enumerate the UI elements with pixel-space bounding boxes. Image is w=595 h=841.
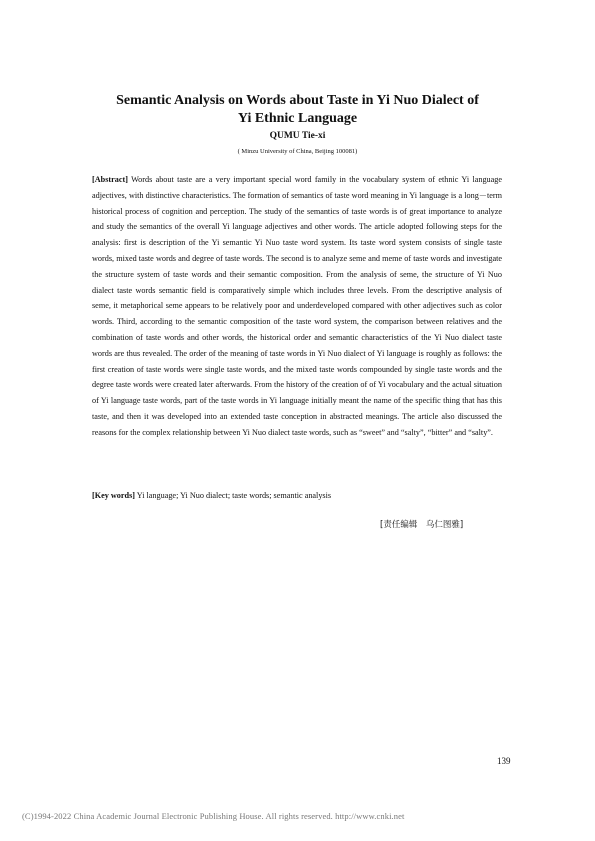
- keywords-label: [Key words]: [92, 491, 135, 500]
- paper-title-line-2: Yi Ethnic Language: [237, 111, 358, 126]
- keywords-text: Yi language; Yi Nuo dialect; taste words; semantic analysis: [136, 491, 332, 500]
- author-name: QUMU Tie-xi: [269, 131, 326, 141]
- copyright-footer: (C)1994-2022 China Academic Journal Electronic Publishing House. All rights reserved. http://www.cnki.net: [22, 811, 405, 821]
- author-affiliation: ( Minzu University of China, Beijing 100081): [237, 148, 358, 155]
- abstract-paragraph: [92, 172, 502, 441]
- editor-note: [责任编辑 乌仁图雅]: [380, 520, 464, 530]
- abstract-label: [Abstract]: [92, 175, 128, 184]
- paper-title-line-1: Semantic Analysis on Words about Taste in Yi Nuo Dialect of: [116, 93, 479, 108]
- abstract-text: Words about taste are a very important special word family in the vocabulary system of ethnic Yi language adjectives, with distinctive characteristics. The formation of semantics of taste word meaning in Yi language is a long－term historical process of cognition and perception. The study of the semantics of taste words is of great importance to analyze and study the semantics of the overall Yi language adjectives and other words. The article adopted following steps for the analysis: first is description of the Yi semantic Yi Nuo taste word system. Its taste word system consists of single taste words, mixed taste words and degree of taste words. The second is to analyze seme and meme of taste words and investigate the structure system of taste words and their semantic composition. From the analysis of seme, the structure of Yi Nuo dialect taste words semantic field is comparatively simple which includes three levels. From the descriptive analysis of seme, it metaphorical seme appears to be relatively poor and underdeveloped compared with other adjectives such as color words. Third, according to the semantic composition of the taste word system, the comparison between relatives and the combination of taste words and other words, the historical order and semantic characteristics of the Yi Nuo dialect taste words are thus revealed. The order of the meaning of taste words in Yi Nuo dialect of Yi language is roughly as follows: the first creation of taste words were single taste words, and the mixed taste words compounded by single taste words and the degree taste words were created later afterwards. From the history of the creation of of Yi vocabulary and the actual situation of Yi language taste words, part of the taste words in Yi language initially meant the name of the specific thing that has this taste, and then it was developed into an extended taste conception in abstracted meanings. The article also discussed the reasons for the complex relationship between Yi Nuo dialect taste words, such as “sweet” and “salty”, “bitter” and “salty”.: [92, 175, 502, 437]
- page-number: 139: [497, 756, 511, 766]
- keywords-paragraph: [92, 490, 502, 502]
